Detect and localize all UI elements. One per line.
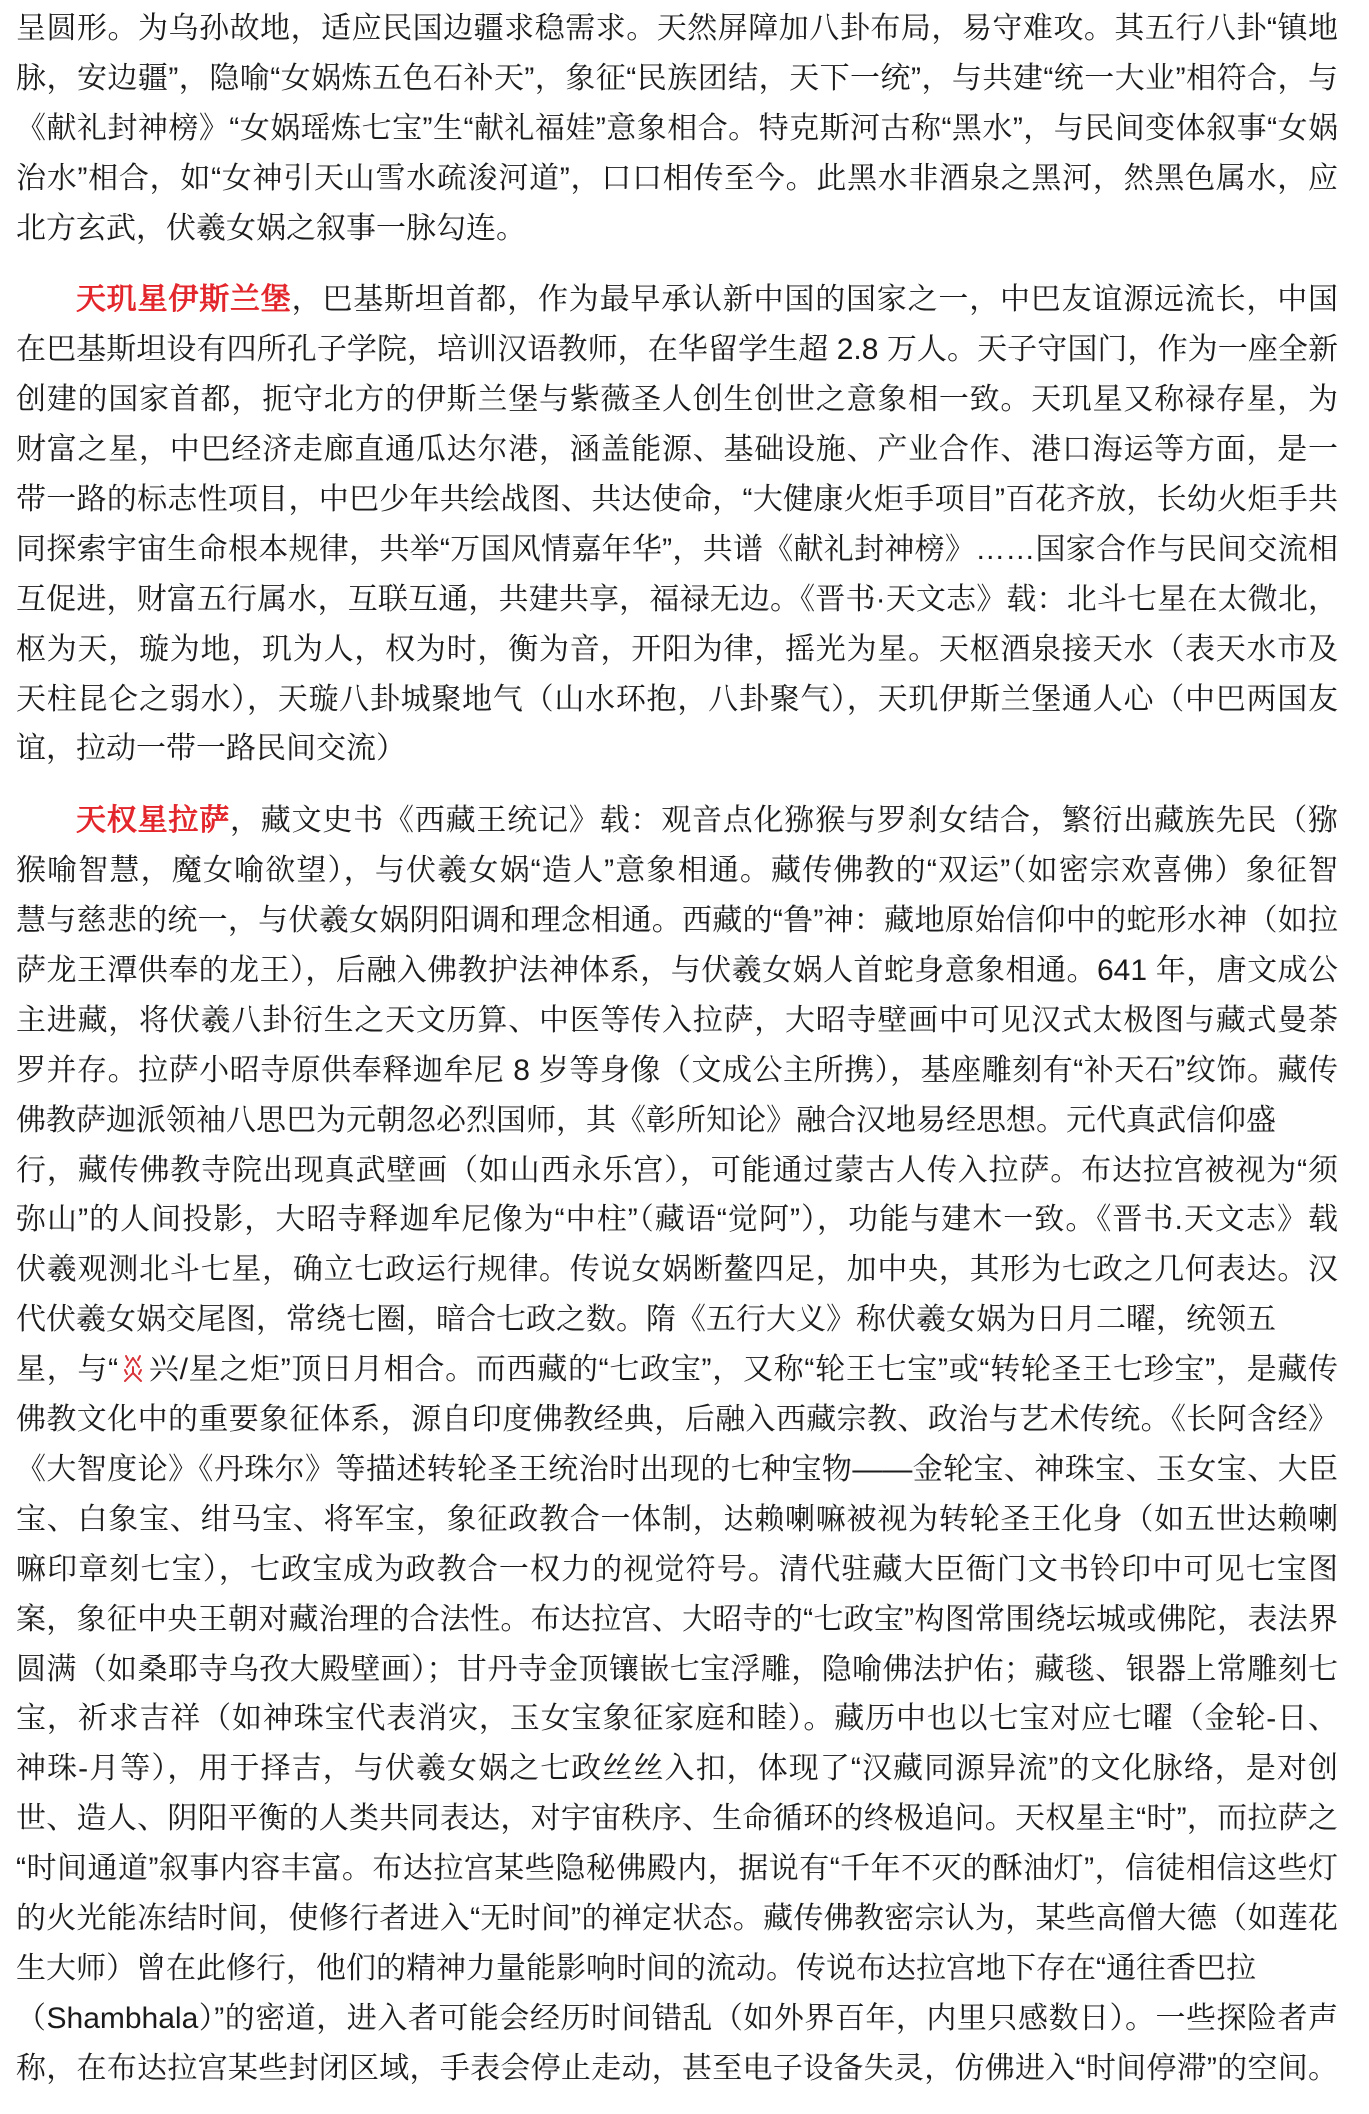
text-line: 世、造人、阴阳平衡的人类共同表达，对宇宙秩序、生命循环的终极追问。天权星主“时”，而拉萨之 [16, 1802, 1338, 1836]
paragraph-tianquan-lhasa [16, 796, 1338, 2093]
text-line: 财富之星，中巴经济走廊直通瓜达尔港，涵盖能源、基础设施、产业合作、港口海运等方面，是一 [16, 433, 1338, 467]
text-line: 天柱昆仑之弱水），天璇八卦城聚地气（山水环抱，八卦聚气），天玑伊斯兰堡通人心（中巴两国友 [16, 682, 1338, 716]
text-line: 萨龙王潭供奉的龙王），后融入佛教护法神体系，与伏羲女娲人首蛇身意象相通。641 年，唐文成公 [16, 954, 1338, 988]
text-line: 嘛印章刻七宝），七政宝成为政教合一权力的视觉符号。清代驻藏大臣衙门文书铃印中可见七宝图 [16, 1552, 1338, 1586]
text-line: 互促进，财富五行属水，互联互通，共建共享，福禄无边。《晋书·天文志》载：北斗七星在太微北， [16, 582, 1338, 616]
text-line: 脉，安边疆”，隐喻“女娲炼五色石补天”，象征“民族团结，天下一统”，与共建“统一大业”相符合，与 [16, 61, 1338, 95]
text-line: 罗并存。拉萨小昭寺原供奉释迦牟尼 8 岁等身像（文成公主所携），基座雕刻有“补天石”纹饰。藏传 [16, 1053, 1338, 1087]
text-line: 称，在布达拉宫某些封闭区域，手表会停止走动，甚至电子设备失灵，仿佛进入“时间停滞”的空间。 [16, 2051, 1338, 2085]
section-heading: 天玑星伊斯兰堡 [76, 283, 292, 317]
text-line: “时间通道”叙事内容丰富。布达拉宫某些隐秘佛殿内，据说有“千年不灭的酥油灯”，信徒相信这些灯 [16, 1852, 1338, 1886]
text-line: 生大师）曾在此修行，他们的精神力量能影响时间的流动。传说布达拉宫地下存在“通往香巴拉 [16, 1951, 1256, 1985]
red-glyph-icon [118, 1353, 148, 1383]
text-line: 治水”相合，如“女神引天山雪水疏浚河道”，口口相传至今。此黑水非酒泉之黑河，然黑色属水，应 [16, 161, 1338, 195]
text-line: 宝、白象宝、绀马宝、将军宝，象征政教合一体制，达赖喇嘛被视为转轮圣王化身（如五世达赖喇 [16, 1502, 1338, 1536]
text-line: 神珠-月等），用于择吉，与伏羲女娲之七政丝丝入扣，体现了“汉藏同源异流”的文化脉络，是对创 [16, 1752, 1338, 1786]
text-run: 星，与“ [16, 1353, 119, 1387]
text-line: 佛教萨迦派领袖八思巴为元朝忽必烈国师，其《彰所知论》融合汉地易经思想。元代真武信仰盛 [16, 1103, 1276, 1137]
text-line: 弥山”的人间投影，大昭寺释迦牟尼像为“中柱”（藏语“觉阿”），功能与建木一致。《晋书.天文志》载 [16, 1203, 1338, 1237]
text-line: 代伏羲女娲交尾图，常绕七圈，暗合七政之数。隋《五行大义》称伏羲女娲为日月二曜，统领五 [16, 1303, 1276, 1337]
text-run: ，藏文史书《西藏王统记》载：观音点化猕猴与罗刹女结合，繁衍出藏族先民（猕 [230, 804, 1338, 838]
text-line: 谊，拉动一带一路民间交流） [16, 732, 406, 766]
text-line: 行，藏传佛教寺院出现真武壁画（如山西永乐宫），可能通过蒙古人传入拉萨。布达拉宫被视为“须 [16, 1153, 1338, 1187]
text-line: 宝，祈求吉祥（如神珠宝代表消灾，玉女宝象征家庭和睦）。藏历中也以七宝对应七曜（金轮-日、 [16, 1702, 1338, 1736]
text-line: 案，象征中央王朝对藏治理的合法性。布达拉宫、大昭寺的“七政宝”构图常围绕坛城或佛陀，表法界 [16, 1602, 1338, 1636]
text-line: 《大智度论》《丹珠尔》等描述转轮圣王统治时出现的七种宝物——金轮宝、神珠宝、玉女宝、大臣 [16, 1452, 1338, 1486]
text-line: 呈圆形。为乌孙故地，适应民国边疆求稳需求。天然屏障加八卦布局，易守难攻。其五行八卦“镇地 [16, 12, 1338, 45]
text-line: 伏羲观测北斗七星，确立七政运行规律。传说女娲断鳌四足，加中央，其形为七政之几何表达。汉 [16, 1253, 1338, 1287]
text-line: 北方玄武，伏羲女娲之叙事一脉勾连。 [16, 211, 526, 245]
text-line: 佛教文化中的重要象征体系，源自印度佛教经典，后融入西藏宗教、政治与艺术传统。《长阿含经》 [16, 1403, 1338, 1437]
text-line: 圆满（如桑耶寺乌孜大殿壁画）；甘丹寺金顶镶嵌七宝浮雕，隐喻佛法护佑；藏毯、银器上常雕刻七 [16, 1652, 1338, 1686]
text-line: 猴喻智慧，魔女喻欲望），与伏羲女娲“造人”意象相通。藏传佛教的“双运”（如密宗欢喜佛）象征智 [16, 854, 1338, 888]
text-line [16, 796, 1338, 846]
text-line: 的火光能冻结时间，使修行者进入“无时间”的禅定状态。藏传佛教密宗认为，某些高僧大德（如莲花 [16, 1901, 1338, 1935]
text-line: 枢为天，璇为地，玑为人，权为时，衡为音，开阳为律，摇光为星。天枢酒泉接天水（表天水市及 [16, 632, 1338, 666]
text-run: 兴/星之炬”顶日月相合。而西藏的“七政宝”，又称“轮王七宝”或“转轮圣王七珍宝”，是藏传 [148, 1353, 1339, 1387]
text-line: 《献礼封神榜》“女娲瑶炼七宝”生“献礼福娃”意象相合。特克斯河古称“黑水”，与民间变体叙事“女娲 [16, 111, 1338, 145]
text-line: 慧与慈悲的统一，与伏羲女娲阴阳调和理念相通。西藏的“鲁”神：藏地原始信仰中的蛇形水神（如拉 [16, 904, 1338, 938]
text-line [16, 1345, 1338, 1395]
paragraph-yili-continuation [16, 4, 1338, 253]
text-line: 同探索宇宙生命根本规律，共举“万国风情嘉年华”，共谱《献礼封神榜》……国家合作与民间交流相 [16, 532, 1338, 566]
text-line: 在巴基斯坦设有四所孔子学院，培训汉语教师，在华留学生超 2.8 万人。天子守国门，作为一座全新 [16, 333, 1338, 367]
text-line: 主进藏，将伏羲八卦衍生之天文历算、中医等传入拉萨，大昭寺壁画中可见汉式太极图与藏式曼荼 [16, 1003, 1338, 1037]
text-line: （Shambhala）”的密道，进入者可能会经历时间错乱（如外界百年，内里只感数日）。一些探险者声 [16, 2001, 1338, 2035]
text-run: ，巴基斯坦首都，作为最早承认新中国的国家之一，中巴友谊源远流长，中国 [291, 283, 1339, 317]
text-line [16, 275, 1338, 325]
text-line: 创建的国家首都，扼守北方的伊斯兰堡与紫薇圣人创生创世之意象相一致。天玑星又称禄存星，为 [16, 383, 1338, 417]
paragraph-tianji-islamabad [16, 275, 1338, 774]
section-heading: 天权星拉萨 [76, 804, 230, 838]
text-line: 带一路的标志性项目，中巴少年共绘战图、共达使命，“大健康火炬手项目”百花齐放，长幼火炬手共 [16, 483, 1338, 517]
